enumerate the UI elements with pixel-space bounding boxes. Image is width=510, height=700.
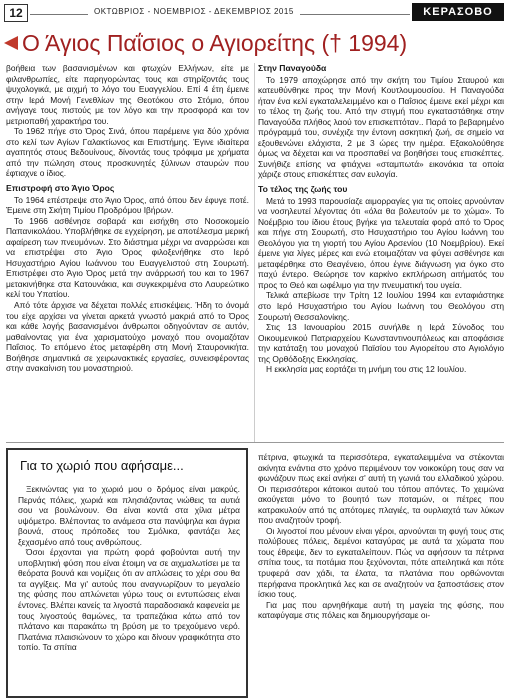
paragraph: πέτρινα, φτωχικά τα περισσότερα, εγκαταλειμμένα να στέκονται ακίνητα ενάντια στο χρόνο περιμένουν τον νοικοκύρη τους σαν να φωνάζουν πως εκεί ανήκει σ' αυτή τη γωνιά του ελλαδικού χώρου. Οι περισσότεροι κάτοικοι αυτού του τόπου απόντες. Το χειμώνα ακούγεται μόνο το βουητό των ποταμών, οι πέτρες που κατρακυλούν από τις απότομες πλαγιές, τα ουρλιαχτά των λύκων που αναζητούν τροφή. xyxy=(258,452,504,526)
paragraph: Για μας που αρνηθήκαμε αυτή τη μαγεία της φύσης, που καταφύγαμε στις πόλεις και δημιουργήσαμε οι- xyxy=(258,599,504,621)
paragraph: Ξεκινώντας για το χωριό μου ο δρόμος είναι μακρύς. Περνάς πόλεις, χωριά και πλησιάζοντας νιώθεις τα αυτιά σου να βουλώνουν. Θα είναι κοντά στα χίλια μέτρα υψόμετρο. Βλέποντας το ανάμεσα στα πανύψηλα και άγρια βουνά, στους πρόποδες του Σμόλικα, φαντάζει λες ξεχασμένο από τους ανθρώπους. xyxy=(18,484,240,547)
page-header xyxy=(0,0,510,26)
box-column xyxy=(18,484,240,653)
paragraph: Το 1966 ασθένησε σοβαρά και εισήχθη στο Νοσοκομείο Παπανικολάου. Υποβλήθηκε σε εγχείρηση, με αποτέλεσμα μερική αφαίρεση των πνευμόνων. Στο διάστημα μέχρι να αναρρώσει και να επιστρέψει στο Άγιο Όρος φιλοξενήθηκε στο Ιερό Ησυχαστήριο Αγίου Ιωάννου του Ευαγγελιστού στη Σουρωτή. Επιστρέφει στο Άγιο Όρος μετά την ανάρρωσή του και το 1967 μετακινήθηκε στα Κατουνάκια, και συγκεκριμένα στο Λαυρεώτικο κελί του Υπατίου. xyxy=(6,215,249,300)
feature-box xyxy=(6,448,248,698)
paragraph: Οι λιγοστοί που μένουν είναι γέροι, αρνούνται τη φυγή τους στις πολύβουες πόλεις, δεμένοι καταγύρας με αυτά τα χώματα που τους έθρεψε, δεν το εγκαταλείπουν. Πώς να αφήσουν τα πέτρινα σπίτια τους, τα ποτάμια που ξεχύνονται, πότε απειλητικά και πότε τρυφερά σαν χάδι, τα έλατα, τα πλατάνια που ορθώνονται περήφανα προκλητικά λες και σε αναζητούν να ξαποστάσεις στον ίσκιο τους. xyxy=(258,525,504,600)
paragraph: Τελικά απεβίωσε την Τρίτη 12 Ιουλίου 1994 και ενταφιάστηκε στο Ιερό Ησυχαστήριο του Αγίου Ιωάννη του Θεολόγου στη Σουρωτή Θεσσαλονίκης. xyxy=(258,290,504,322)
title-arrow-icon xyxy=(4,36,18,50)
article-column-2 xyxy=(258,63,504,375)
paragraph: Η εκκλησία μας εορτάζει τη μνήμη του στις 12 Ιουλίου. xyxy=(266,364,467,375)
paragraph: Το 1979 αποχώρησε από την σκήτη του Τιμίου Σταυρού και κατευθύνθηκε προς την Μονή Κουτλουμουσίου. Η Παναγούδα ήταν ένα κελί εγκαταλελειμμένο και ο Παΐσιος έμεινε εκεί μέχρι και το τέλος τη ζωής του. Από την στιγμή που εγκαταστάθηκε στην Παναγούδα πλήθος λαού τον επισκεπτόταν.. Παρά το βεβαρημένο πρόγραμμά του, συνέχιζε την έντονη ασκητική ζωή, σε σημείο να εξουθενώνει ελάχιστα, 2 με 3 ώρες την ημέρα. Εξακολούθησε όμως να δέχεται και να προσπαθεί να βοηθήσει τους επισκέπτες. Συνήθιζε επίσης να φτιάχνει «σταμπωτά» εικονάκια τα οποία χάριζε στους επισκέπτες σαν ευλογία. xyxy=(258,74,504,180)
paragraph: Το 1964 επέστρεψε στο Άγιο Όρος, από όπου δεν έφυγε ποτέ. Έμεινε στη Σκήτη Τιμίου Προδρόμου Ιβήρων. xyxy=(6,194,249,216)
section-heading: Στην Παναγούδα xyxy=(258,63,327,73)
column-divider xyxy=(254,63,255,443)
paragraph: Από τότε άρχισε να δέχεται πολλές επισκέψεις. Ήδη το όνομά του είχε αρχίσει να γίνεται αρκετά γνωστό μακριά από το Όρος και κάθε λογής βασανισμένοι άνθρωποι οδηγούνταν σε αυτόν, μαθαίνοντας για ένα χαρισματούχο μοναχό που ονομαζόταν Παΐσιος. Το επόμενο έτος μεταφέρθη στη Μονή Σταυρονικήτα. Βοήθησε σημαντικά σε χειρωνακτικές εργασίες, συνεισφέροντας στην ανακαίνιση του μοναστηριού. xyxy=(6,300,249,374)
box-continuation-column xyxy=(258,452,504,621)
section-heading: Το τέλος της ζωής του xyxy=(258,184,348,195)
box-title: Για το χωριό που αφήσαμε... xyxy=(20,458,184,473)
paragraph: Μετά το 1993 παρουσίαζε αιμορραγίες για τις οποίες αρνούνταν να νοσηλευτεί λέγοντας ότι «όλα θα βολευτούν με το χώμα». Το Νοέμβριο του ίδιου έτους βγήκε για τελευταία φορά από το Όρος και πήγε στη Σουρωτή, στο Ησυχαστήριο του Αγίου Ιωάννη του Θεολόγου για τη γιορτή του Αγίου Αρσενίου (10 Νοεμβρίου). Εκεί έμεινε για λίγες μέρες και ενώ ετοιμαζόταν να φύγει ασθένησε και μεταφέρθηκε στο Θεαγένειο, όπου έγινε διάγνωση για όγκο στο παχύ έντερο. Θεώρησε τον καρκίνο εκπλήρωση αιτήματός του προς το Θεό και ωφέλιμο για την πνευματική του υγεία. xyxy=(258,195,504,290)
paragraph: βοήθεια των βασανισμένων και φτωχών Ελλήνων, είτε με φιλανθρωπίες, είτε παρηγορώντας τους και στηρίζοντάς τους ψυχολογικά, με αιχμή το λόγο του Ευαγγελίου. Επί 4 έτη έμεινε στην Ιερά Μονή Γενεθλίων της Θεοτόκου στο Στόμιο, όπου ανήγαγε τους πιστούς με τον λόγο και την προσφορά και τον μετριοπαθή χαρακτήρα του. xyxy=(6,63,249,126)
article-column-1 xyxy=(6,63,249,374)
page-number: 12 xyxy=(4,4,28,22)
issue-date: ΟΚΤΩΒΡΙΟΣ - ΝΟΕΜΒΡΙΟΣ - ΔΕΚΕΜΒΡΙΟΣ 2015 xyxy=(88,7,300,16)
section-heading: Επιστροφή στο Άγιο Όρος xyxy=(6,183,115,194)
paragraph: Το 1962 πήγε στο Όρος Σινά, όπου παρέμεινε για δύο χρόνια στο κελί των Αγίων Γαλακτίωνος και Επιστήμης. Έγινε ιδιαίτερα αγαπητός στους Βεδουίνους, δίνοντάς τους τρόφιμα με χρήματα από την πώληση στους προσκυνητές ξύλινων σταυρών που έφτιαχνε ο ίδιος. xyxy=(6,126,249,179)
paragraph: Στις 13 Ιανουαρίου 2015 συνήλθε η Ιερά Σύνοδος του Οικουμενικού Πατριαρχείου Κωνσταντινουπόλεως και αποφάσισε την κατάταξη του μοναχού Παϊσίου του Αγιορείτου στο Αγιολόγιο της Ορθόδοξης Εκκλησίας. xyxy=(258,322,504,364)
paragraph: Όσοι έρχονται για πρώτη φορά φοβούνται αυτή την υποβλητική φύση που είναι έτοιμη να σε αιχμαλωτίσει με τα θεόρατα βουνά και νομίζεις ότι αν απλώσεις το χέρι σου θα τα αγγίξεις. Μα γι' αυτούς που αναγνωρίζουν το μεγαλείο της φύσης που απλώνεται γύρω τους οι εντυπώσεις είναι έντονες. Βλέπει κανείς τα λιγοστά παραδοσιακά καφενεία με τους λιγοστούς θαμώνες, τα τραπεζάκια κάτω από τον πλάτανο και παρακάτω τη βρύση με το τρεχούμενο νερό. Πλατάνια πλαισιώνουν το χώρο και δίνουν γραφικότητα στο τοπίο. Τα σπίτια xyxy=(18,547,240,653)
section-rule xyxy=(6,442,504,443)
article-title: Ο Άγιος Παΐσιος ο Αγιορείτης († 1994) xyxy=(22,30,408,56)
masthead-logo: ΚΕΡΑΣΟΒΟ xyxy=(412,3,504,21)
